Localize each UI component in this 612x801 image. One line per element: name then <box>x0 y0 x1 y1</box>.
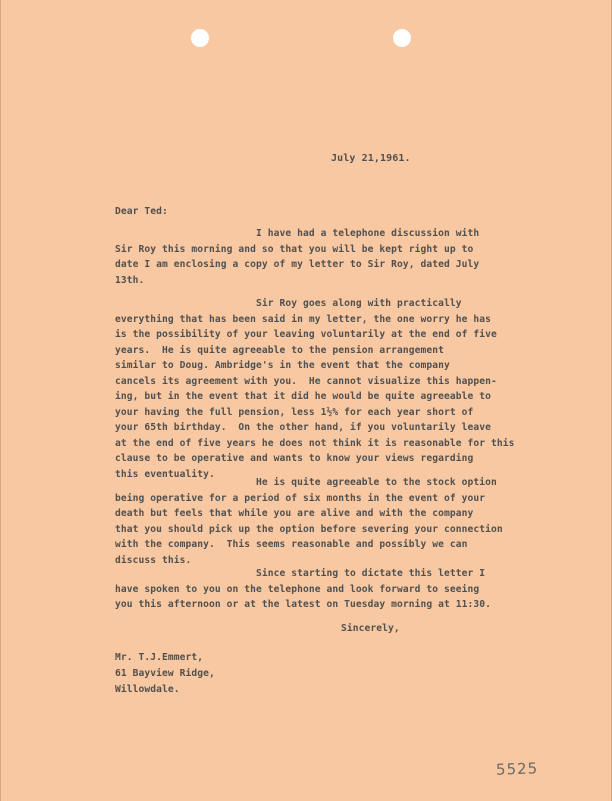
text-line: date I am enclosing a copy of my letter to Sir Roy, dated July <box>115 259 480 270</box>
text-line: I have had a telephone discussion with <box>115 228 480 239</box>
text-line: that you should pick up the option before severing your connection <box>115 523 503 535</box>
text-line: cancels its agreement with you. He cannot visualize this happen- <box>115 375 497 387</box>
text-line: is the possibility of your leaving voluntarily at the end of five <box>115 329 497 340</box>
text-line: similar to Doug. Ambridge's in the event that the company <box>115 360 450 371</box>
text-line: being operative for a period of six months in the event of your <box>115 492 486 504</box>
paragraph-3 <box>115 475 503 568</box>
text-line: ing, but in the event that it did he would be quite agreeable to <box>115 391 492 402</box>
text-line: 13th. <box>115 274 145 286</box>
text-line: Sir Roy this morning and so that you will be kept right up to <box>115 243 474 255</box>
text-line: this eventuality. <box>115 468 215 480</box>
text-line: He is quite agreeable to the stock option <box>115 477 497 488</box>
paragraph-2 <box>115 296 515 482</box>
salutation: Dear Ted: <box>115 206 168 217</box>
text-line: Since starting to dictate this letter I <box>115 568 486 579</box>
paragraph-4 <box>115 566 491 613</box>
handwritten-page-number: 5525 <box>495 759 539 779</box>
address-line-street: 61 Bayview Ridge, <box>115 668 215 679</box>
letter-date: July 21,1961. <box>331 153 411 164</box>
paragraph-1 <box>115 226 479 288</box>
address-line-name: Mr. T.J.Emmert, <box>115 652 204 663</box>
text-line: everything that has been said in my letter, the one worry he has <box>115 313 492 325</box>
text-line: death but feels that while you are alive and with the company <box>115 508 474 519</box>
text-line: clause to be operative and wants to know your views regarding <box>115 453 474 464</box>
text-line: at the end of five years he does not think it is reasonable for this <box>115 437 515 449</box>
punch-hole-right <box>393 29 411 47</box>
punch-hole-left <box>191 29 209 47</box>
text-line: your having the full pension, less 1½% for each year short of <box>115 406 474 418</box>
text-line: years. He is quite agreeable to the pension arrangement <box>115 344 445 356</box>
text-line: discuss this. <box>115 554 192 566</box>
closing: Sincerely, <box>341 623 400 634</box>
text-line: have spoken to you on the telephone and look forward to seeing <box>115 583 480 595</box>
text-line: you this afternoon or at the latest on Tuesday morning at 11:30. <box>115 599 492 610</box>
text-line: with the company. This seems reasonable and possibly we can <box>115 539 468 550</box>
text-line: your 65th birthday. On the other hand, if you voluntarily leave <box>115 422 492 433</box>
text-line: Sir Roy goes along with practically <box>115 298 462 309</box>
address-line-city: Willowdale. <box>115 684 180 695</box>
